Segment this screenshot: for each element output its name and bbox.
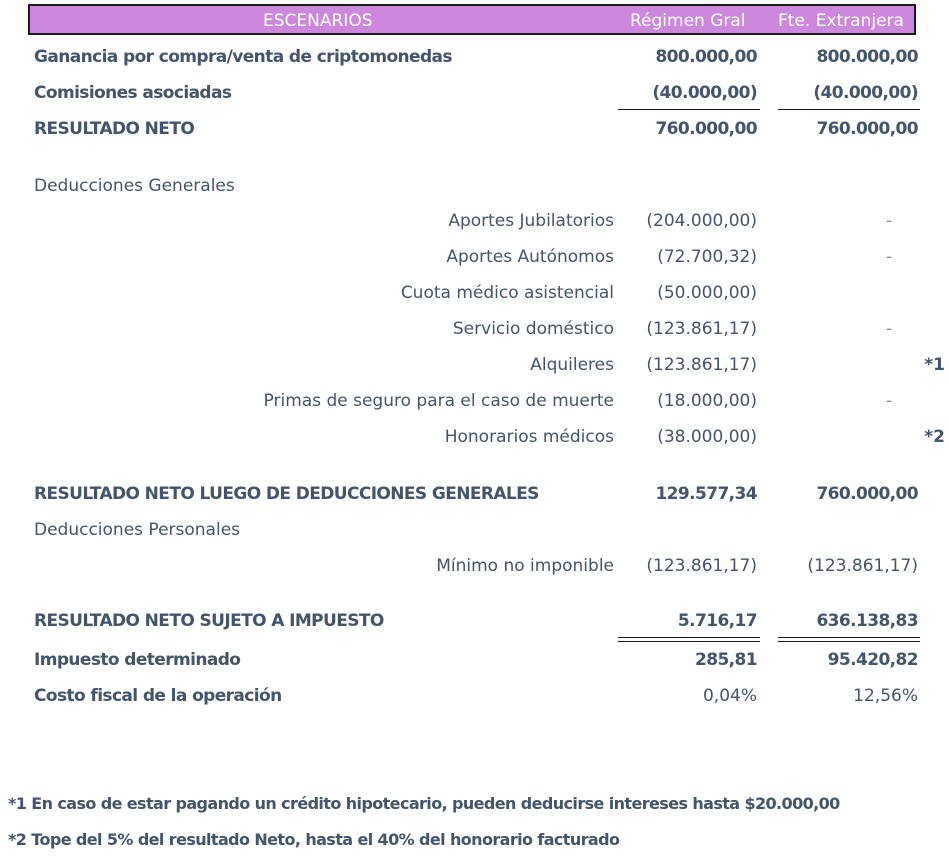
row-servicio-domestico (0, 319, 949, 347)
total-rule-bottom-1 (618, 641, 760, 642)
section-label: Deducciones Generales (34, 176, 235, 196)
row-label: RESULTADO NETO SUJETO A IMPUESTO (34, 611, 384, 631)
value-extranjera: - (885, 319, 892, 339)
row-label: Honorarios médicos (444, 427, 614, 447)
row-honorarios (0, 427, 949, 455)
header-title: ESCENARIOS (263, 11, 373, 31)
value-regimen: (50.000,00) (657, 283, 757, 303)
value-regimen: (123.861,17) (646, 355, 757, 375)
row-label: Servicio doméstico (452, 319, 614, 339)
value-regimen: (40.000,00) (652, 83, 757, 103)
header-col-regimen: Régimen Gral (630, 11, 746, 31)
row-cuota-medico (0, 283, 949, 311)
row-label: Costo fiscal de la operación (34, 686, 282, 706)
row-minimo (0, 556, 949, 584)
footnote-1: *1 En caso de estar pagando un crédito hipotecario, pueden deducirse intereses hasta $20.000,00 (8, 794, 840, 813)
value-regimen: (18.000,00) (657, 391, 757, 411)
row-label: RESULTADO NETO (34, 119, 195, 139)
row-label: Cuota médico asistencial (400, 283, 614, 303)
value-extranjera: - (885, 211, 892, 231)
value-regimen: (38.000,00) (657, 427, 757, 447)
row-aportes-autonomos (0, 247, 949, 275)
value-extranjera: (40.000,00) (813, 83, 918, 103)
total-rule-top-1 (618, 637, 760, 638)
row-deducciones-generales (0, 176, 949, 204)
footnote-2: *2 Tope del 5% del resultado Neto, hasta el 40% del honorario facturado (8, 830, 620, 849)
value-extranjera: - (885, 247, 892, 267)
footnote-mark-1: *1 (924, 355, 945, 375)
value-extranjera: - (885, 391, 892, 411)
value-extranjera: 12,56% (853, 686, 918, 706)
row-label: Comisiones asociadas (34, 83, 232, 103)
row-resultado-sujeto (0, 611, 949, 639)
value-regimen: (123.861,17) (646, 556, 757, 576)
value-regimen: (123.861,17) (646, 319, 757, 339)
row-label: Impuesto determinado (34, 650, 241, 670)
row-label: Alquileres (530, 355, 614, 375)
row-comisiones (0, 83, 949, 111)
row-ganancia (0, 47, 949, 75)
header-col-extranjera: Fte. Extranjera (778, 11, 904, 31)
row-label: RESULTADO NETO LUEGO DE DEDUCCIONES GENERALES (34, 484, 539, 504)
row-deducciones-personales (0, 520, 949, 548)
subtotal-rule-2 (778, 109, 920, 110)
value-extranjera: 760.000,00 (816, 484, 918, 504)
row-costo-fiscal (0, 686, 949, 714)
row-label: Aportes Autónomos (446, 247, 614, 267)
value-extranjera: 800.000,00 (816, 47, 918, 67)
row-alquileres (0, 355, 949, 383)
subtotal-rule-1 (618, 109, 760, 110)
row-label: Mínimo no imponible (436, 556, 614, 576)
row-aportes-jubilatorios (0, 211, 949, 239)
value-extranjera: 760.000,00 (816, 119, 918, 139)
row-label: Aportes Jubilatorios (448, 211, 614, 231)
value-regimen: 5.716,17 (677, 611, 757, 631)
total-rule-bottom-2 (778, 641, 920, 642)
value-regimen: 0,04% (702, 686, 757, 706)
row-label: Primas de seguro para el caso de muerte (263, 391, 614, 411)
row-impuesto (0, 650, 949, 678)
value-extranjera: 95.420,82 (827, 650, 918, 670)
value-regimen: 129.577,34 (655, 484, 757, 504)
value-regimen: 760.000,00 (655, 119, 757, 139)
row-resultado-neto (0, 119, 949, 147)
value-regimen: (72.700,32) (657, 247, 757, 267)
total-rule-top-2 (778, 637, 920, 638)
row-resultado-luego (0, 484, 949, 512)
table-header (28, 4, 916, 35)
value-extranjera: (123.861,17) (807, 556, 918, 576)
row-primas-seguro (0, 391, 949, 419)
row-label: Ganancia por compra/venta de criptomonedas (34, 47, 452, 67)
value-regimen: (204.000,00) (646, 211, 757, 231)
value-regimen: 800.000,00 (655, 47, 757, 67)
section-label: Deducciones Personales (34, 520, 241, 540)
value-regimen: 285,81 (694, 650, 757, 670)
value-extranjera: 636.138,83 (816, 611, 918, 631)
footnote-mark-2: *2 (924, 427, 945, 447)
